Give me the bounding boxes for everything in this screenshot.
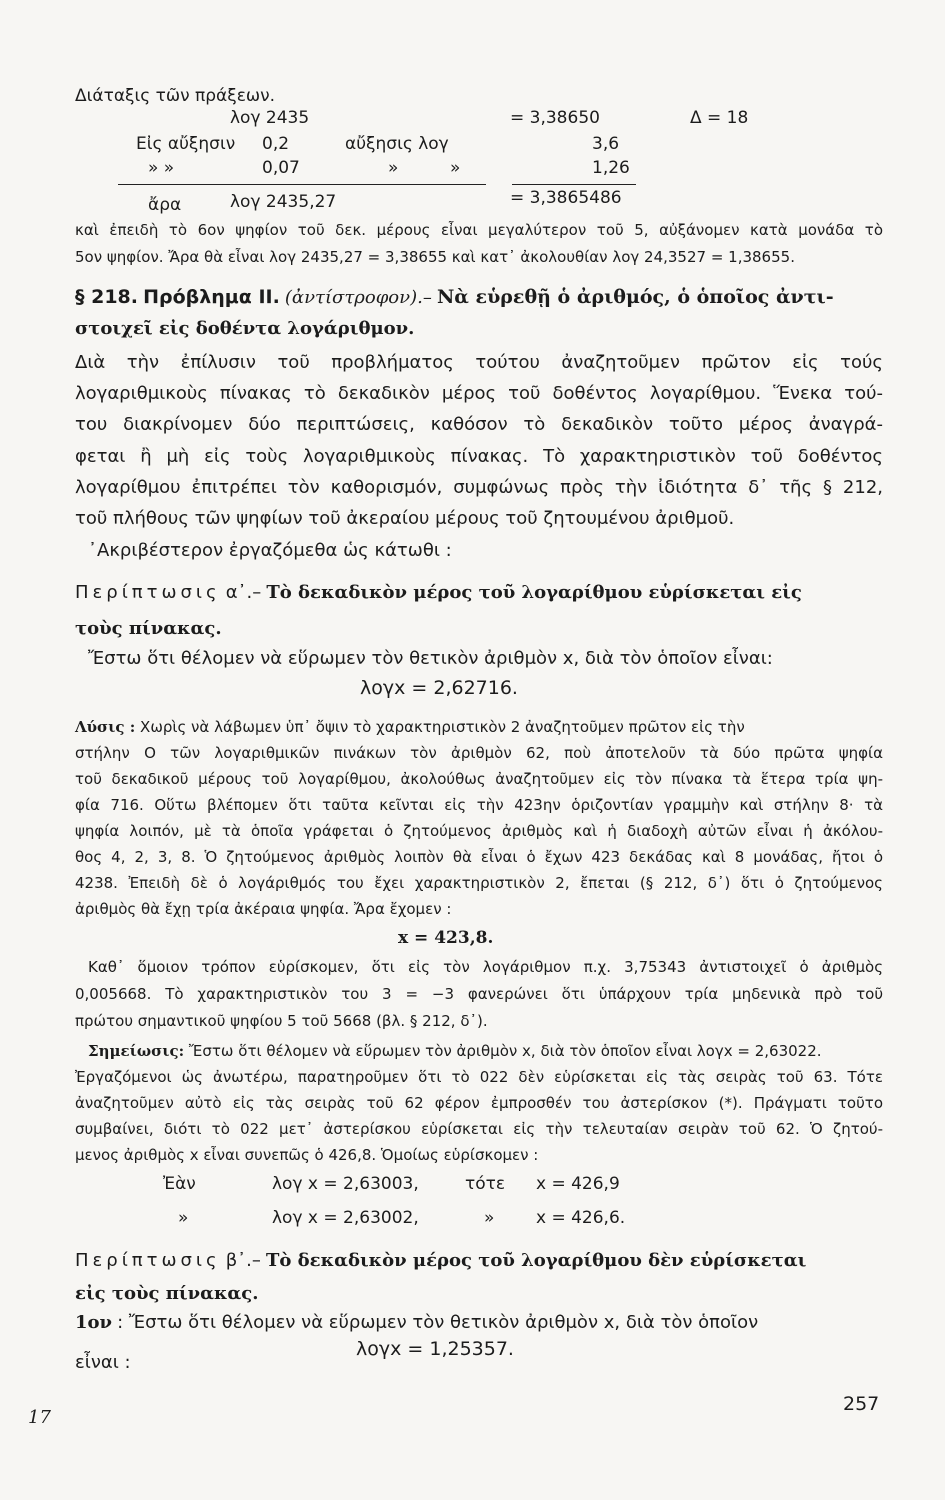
intro-line: ᾿Ακριβέστερον ἐργαζόμεθα ὡς κάτωθι : [88, 540, 452, 561]
case-a-heading [75, 582, 802, 603]
calc-r1-a: λογ 2435 [230, 108, 310, 128]
calc-r3-d: » [450, 158, 461, 178]
case-b-tail: εἶναι : [75, 1352, 131, 1373]
calc-r3-e: 1,26 [592, 158, 630, 178]
remark-line: συμβαίνει, διότι τὸ 022 μετ᾽ ἀστερίσκου εὑρίσκεται εἰς τὴν τελευταίαν σειρὰν τοῦ 62. Ὁ ζητού- [75, 1120, 883, 1138]
remark-line: Ἐργαζόμενοι ὡς ἀνωτέρω, παρατηροῦμεν ὅτι τὸ 022 δὲν εὑρίσκεται εἰς τὰς σειρὰς τοῦ 63. Τότε [75, 1068, 883, 1086]
solution-line: 4238. Ἐπειδὴ δὲ ὁ λογάριθμός του ἔχει χαρακτηριστικὸν 2, ἔπεται (§ 212, δ᾽) ὅτι ὁ ζητούμενος [75, 874, 883, 892]
intro-line: τοῦ πλήθους τῶν ψηφίων τοῦ ἀκεραίου μέρους τοῦ ζητουμένου ἀριθμοῦ. [75, 508, 735, 529]
case-a-given: Ἔστω ὅτι θέλομεν νὰ εὕρωμεν τὸν θετικὸν ἀριθμὸν x, διὰ τὸν ὁποῖον εἶναι: [88, 648, 773, 669]
similar-line: Καθ᾽ ὅμοιον τρόπον εὑρίσκομεν, ὅτι εἰς τὸν λογάριθμον π.χ. 3,75343 ἀντιστοιχεῖ ὁ ἀριθμὸς [88, 958, 883, 976]
case-b-equation: λογx = 1,25357. [356, 1338, 514, 1360]
remark-line: Ἔστω ὅτι θέλομεν νὰ εὕρωμεν τὸν ἀριθμὸν x, διὰ τὸν ὁποῖον εἶναι λογx = 2,63022. [188, 1042, 822, 1060]
calc-note-line: καὶ ἐπειδὴ τὸ 6ον ψηφίον τοῦ δεκ. μέρους εἶναι μεγαλύτερον τοῦ 5, αὐξάνομεν κατὰ μονάδα τὸ [75, 221, 883, 239]
case-a-title: Τὸ δεκαδικὸν μέρος τοῦ λογαρίθμου εὑρίσκεται εἰς [266, 582, 802, 603]
calc-heading: Διάταξις τῶν πράξεων. [75, 86, 276, 106]
calc-r2-a: Εἰς αὔξησιν [136, 134, 236, 154]
solution-line: ἀριθμὸς θὰ ἔχῃ τρία ἀκέραια ψηφία. Ἄρα ἔχομεν : [75, 900, 452, 918]
intro-line: λογαριθμικοὺς πίνακας τὸ δεκαδικὸν μέρος τοῦ δοθέντος λογαρίθμου. Ἕνεκα τού- [75, 383, 883, 404]
section-subtitle: (ἀντίστροφον).– [284, 287, 432, 308]
calc-r3-a: » » [148, 158, 175, 178]
calc-r1-c: Δ = 18 [690, 108, 749, 128]
solution-label: Λύσις : [75, 718, 136, 736]
solution-line: ψηφία λοιπόν, μὲ τὰ ὁποῖα γράφεται ὁ ζητούμενος ἀριθμὸς καὶ ἡ διαδοχὴ αὐτῶν εἶναι ἡ ἀκόλου- [75, 822, 883, 840]
case-b-item: 1ον [75, 1312, 113, 1333]
case-a-title-cont: τοὺς πίνακας. [75, 618, 222, 639]
solution-line: στήλην O τῶν λογαριθμικῶν πινάκων τὸν ἀριθμὸν 62, ποὺ ἀποτελοῦν τὰ δύο πρῶτα ψηφία [75, 744, 883, 762]
solution-line: τοῦ δεκαδικοῦ μέρους τοῦ λογαρίθμου, ἀκολούθως ἀναζητοῦμεν εἰς τὸν πίνακα τὰ ἕτερα τρία ψη- [75, 770, 883, 788]
section-heading [75, 286, 885, 308]
case-b-title: Τὸ δεκαδικὸν μέρος τοῦ λογαρίθμου δὲν εὑρίσκεται [266, 1250, 807, 1271]
similar-line: 0,005668. Τὸ χαρακτηριστικὸν του 3 = −3 φανερώνει ὅτι ὑπάρχουν τρία μηδενικὰ πρὸ τοῦ [75, 985, 883, 1003]
case-b-label: Περίπτωσις [75, 1250, 221, 1271]
solution-line: φία 716. Οὕτω βλέπομεν ὅτι ταῦτα κεῖνται εἰς τὴν 423ην ὁριζοντίαν γραμμὴν καὶ στήλην 8· τὰ [75, 796, 883, 814]
calc-r2-c: αὔξησις λογ [345, 134, 449, 154]
intro-line: λογαρίθμου ἐπιτρέπει τὸν καθορισμόν, συμφώνως πρὸς τὴν ἰδιότητα δ᾽ τῆς § 212, [75, 477, 883, 498]
solution-first-line [75, 718, 885, 736]
case-b-given: : Ἔστω ὅτι θέλομεν νὰ εὕρωμεν τὸν θετικὸν ἀριθμὸν x, διὰ τὸν ὁποῖον [117, 1312, 759, 1333]
section-heading-text: Νὰ εὑρεθῇ ὁ ἀριθμός, ὁ ὁποῖος ἀντι- [436, 286, 834, 308]
calc-r2-b: 0,2 [262, 134, 290, 154]
remark-first-line [88, 1042, 885, 1060]
case-a-equation: λογx = 2,62716. [360, 677, 518, 699]
calc-r3-c: » [388, 158, 399, 178]
remark-ex1-b: λογ x = 2,63003, [272, 1174, 419, 1194]
intro-line: Διὰ τὴν ἐπίλυσιν τοῦ προβλήματος τούτου ἀναζητοῦμεν πρῶτον εἰς τούς [75, 352, 883, 373]
calc-note-line: 5ον ψηφίον. Ἄρα θὰ εἶναι λογ 2435,27 = 3,38655 καὶ κατ᾽ ἀκολουθίαν λογ 24,3527 = 1,38655. [75, 248, 795, 266]
case-a-letter: α᾽.– [225, 582, 262, 603]
printer-signature: 17 [28, 1407, 51, 1428]
case-b-item-line [75, 1312, 885, 1333]
calc-r4-a: ἄρα [148, 195, 182, 215]
page-number: 257 [843, 1393, 880, 1415]
remark-ex1-d: x = 426,9 [536, 1174, 620, 1194]
calc-r4-b: λογ 2435,27 [230, 192, 337, 212]
case-b-heading [75, 1250, 806, 1271]
remark-ex2-d: x = 426,6. [536, 1208, 626, 1228]
case-b-title-cont: εἰς τοὺς πίνακας. [75, 1283, 259, 1304]
case-b-letter: β᾽.– [225, 1250, 261, 1271]
calc-r4-c: = 3,3865486 [510, 188, 622, 208]
remark-line: ἀναζητοῦμεν αὐτὸ εἰς τὰς σειρὰς τοῦ 62 φέρον ἐμπροσθέν του ἀστερίσκον (*). Πράγματι τοῦτο [75, 1094, 883, 1112]
calc-rule-left [118, 184, 486, 185]
solution-result: x = 423,8. [398, 928, 494, 948]
intro-line: φεται ἢ μὴ εἰς τοὺς λογαριθμικοὺς πίνακας. Τὸ χαρακτηριστικὸν τοῦ δοθέντος [75, 446, 883, 467]
remark-ex1-a: Ἐὰν [163, 1174, 196, 1194]
intro-line: του διακρίνομεν δύο περιπτώσεις, καθόσον τὸ δεκαδικὸν τοῦτο μέρος ἀναγρά- [75, 414, 883, 435]
calc-r1-b: = 3,38650 [510, 108, 600, 128]
calc-r2-d: 3,6 [592, 134, 620, 154]
remark-line: μενος ἀριθμὸς x εἶναι συνεπῶς ὁ 426,8. Ὁμοίως εὑρίσκομεν : [75, 1146, 539, 1164]
section-heading-cont: στοιχεῖ εἰς δοθέντα λογάριθμον. [75, 318, 415, 339]
section-title: Πρόβλημα ΙΙ. [143, 286, 280, 308]
calc-rule-right [512, 184, 636, 185]
remark-ex2-c: » [484, 1208, 495, 1228]
solution-line: Χωρὶς νὰ λάβωμεν ὑπ᾽ ὄψιν τὸ χαρακτηριστικὸν 2 ἀναζητοῦμεν πρῶτον εἰς τὴν [140, 718, 745, 736]
remark-label: Σημείωσις: [88, 1042, 185, 1060]
similar-line: πρώτου σημαντικοῦ ψηφίου 5 τοῦ 5668 (βλ. § 212, δ᾽). [75, 1012, 488, 1030]
calc-r3-b: 0,07 [262, 158, 300, 178]
remark-ex2-a: » [178, 1208, 189, 1228]
section-number: § 218. [75, 286, 138, 308]
remark-ex2-b: λογ x = 2,63002, [272, 1208, 419, 1228]
case-a-label: Περίπτωσις [75, 582, 221, 603]
solution-line: θος 4, 2, 3, 8. Ὁ ζητούμενος ἀριθμὸς λοιπὸν θὰ εἶναι ὁ ἔχων 423 δεκάδας καὶ 8 μονάδας, ἤτοι ὁ [75, 848, 883, 866]
remark-ex1-c: τότε [465, 1174, 506, 1194]
